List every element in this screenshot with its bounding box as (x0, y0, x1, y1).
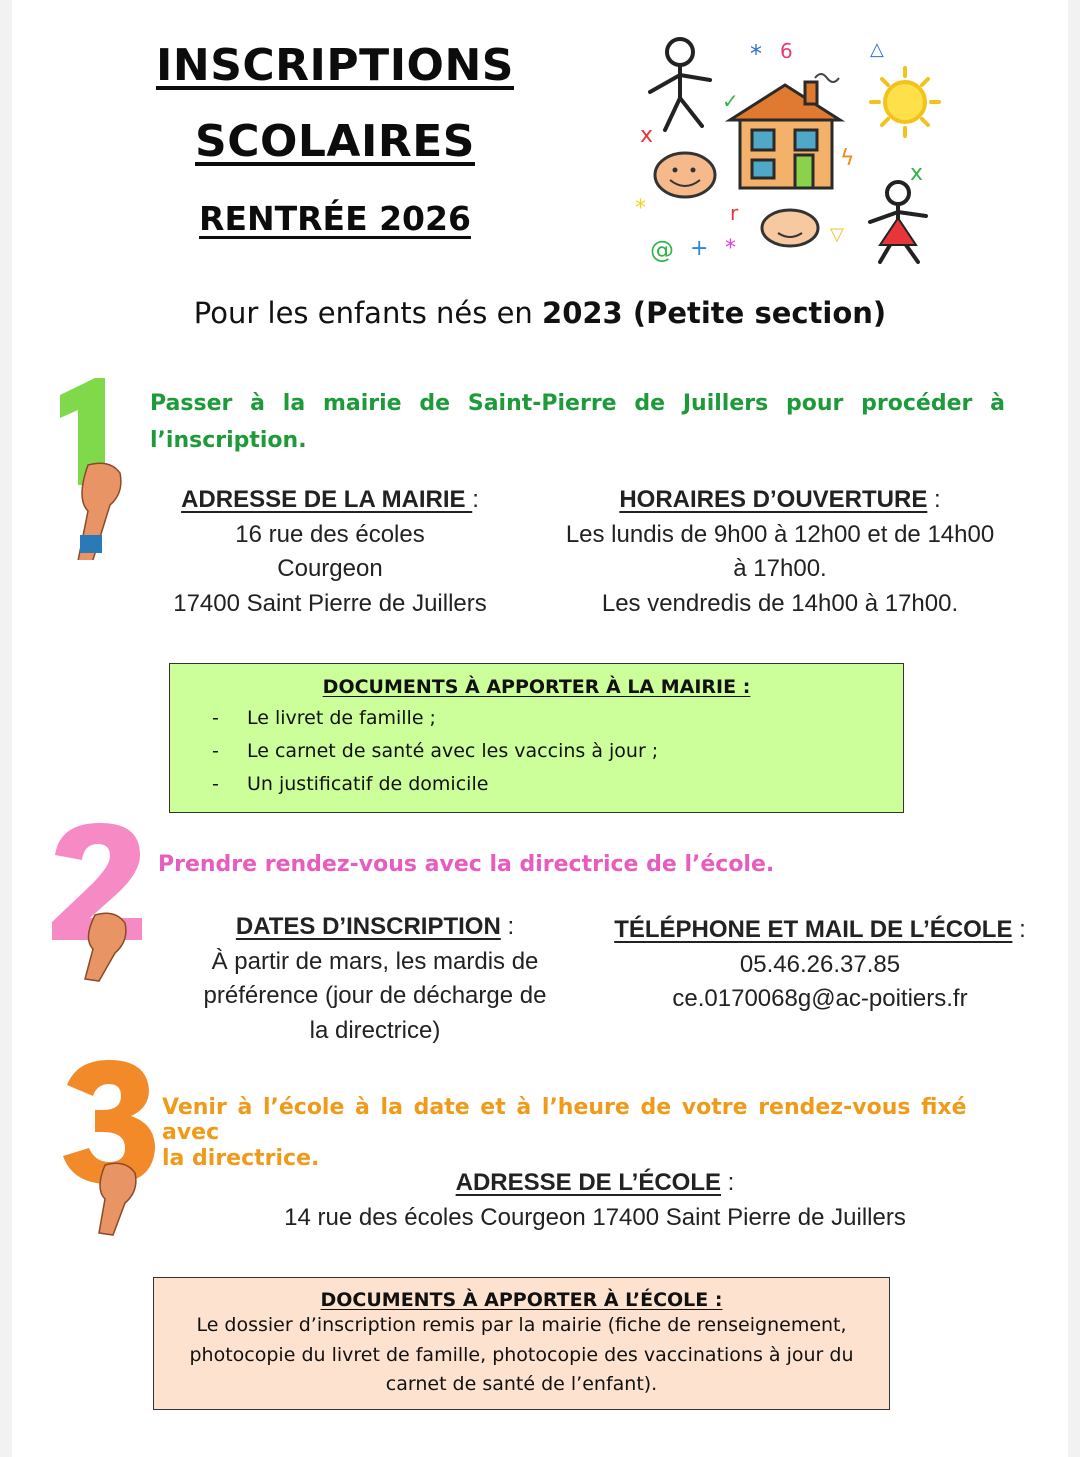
registration-dates-line: À partir de mars, les mardis de (211, 947, 539, 975)
opening-hours-line: Les vendredis de 14h00 à 17h00. (601, 589, 959, 617)
step3-instruction-line1: Venir à l’école à la date et à l’heure de votre rendez-vous fixé avec (162, 1095, 967, 1145)
number-one-icon (40, 370, 150, 560)
list-item: - Le carnet de santé avec les vaccins à jour ; (212, 740, 659, 762)
registration-dates-line: la directrice) (309, 1016, 441, 1044)
svg-text:@: @ (650, 236, 674, 264)
school-phone: 05.46.26.37.85 (739, 950, 901, 978)
number-two-icon (45, 815, 155, 990)
step3-instruction-line2: la directrice. (162, 1146, 320, 1171)
title-line-2: SCOLAIRES (195, 116, 475, 167)
svg-text:*: * (725, 236, 736, 261)
svg-text:*: * (635, 196, 646, 221)
svg-text:+: + (690, 236, 709, 261)
mairie-documents-title: DOCUMENTS À APPORTER À LA MAIRIE : (322, 676, 751, 698)
kids-drawing-illustration (630, 30, 950, 270)
registration-dates-line: préférence (jour de décharge de (203, 982, 547, 1009)
step1-instruction: Passer à la mairie de Saint-Pierre de Juillers pour procéder à l’inscription. (150, 391, 1005, 453)
school-contact-title: TÉLÉPHONE ET MAIL DE L’ÉCOLE (614, 916, 1013, 943)
mairie-address-line: 16 rue des écoles (235, 520, 425, 548)
school-documents-box (153, 1277, 890, 1410)
mairie-address-line: Courgeon (277, 555, 383, 582)
school-documents-line: Le dossier d’inscription remis par la mairie (fiche de renseignement, (196, 1314, 847, 1336)
svg-text:ϟ: ϟ (840, 146, 855, 171)
school-contact-block: TÉLÉPHONE ET MAIL DE L’ÉCOLE : 05.46.26.37.85 ce.0170068g@ac-poitiers.fr (600, 913, 1040, 1017)
school-documents-title: DOCUMENTS À APPORTER À L’ÉCOLE : (320, 1289, 723, 1311)
opening-hours-line: à 17h00. (733, 555, 827, 582)
opening-hours-line: Les lundis de 9h00 à 12h00 et de 14h00 (565, 520, 995, 548)
birth-year: 2023 (542, 296, 623, 330)
list-item: - Le livret de famille ; (212, 707, 436, 729)
registration-dates-block: DATES D’INSCRIPTION : À partir de mars, les mardis de préférence (jour de décharge de la directrice) (170, 910, 580, 1048)
list-item: - Un justificatif de domicile (212, 773, 489, 795)
school-address-block: ADRESSE DE L’ÉCOLE : 14 rue des écoles Courgeon 17400 Saint Pierre de Juillers (200, 1166, 990, 1235)
school-address: 14 rue des écoles Courgeon 17400 Saint Pierre de Juillers (284, 1203, 906, 1231)
school-documents-line: carnet de santé de l’enfant). (385, 1373, 658, 1395)
svg-text:x: x (910, 161, 924, 186)
registration-dates-title: DATES D’INSCRIPTION (235, 913, 501, 940)
mairie-address-block: ADRESSE DE LA MAIRIE : 16 rue des écoles Courgeon 17400 Saint Pierre de Juillers (140, 483, 520, 621)
svg-text:r: r (730, 201, 739, 225)
opening-hours-title: HORAIRES D’OUVERTURE (619, 486, 928, 513)
opening-hours-block: HORAIRES D’OUVERTURE : Les lundis de 9h00 à 12h00 et de 14h00 à 17h00. Les vendredis de 14h00 à 17h00. (545, 483, 1015, 621)
school-address-title: ADRESSE DE L’ÉCOLE (455, 1169, 722, 1196)
mairie-address-title: ADRESSE DE LA MAIRIE (181, 486, 473, 513)
target-children-subtitle: Pour les enfants nés en 2023 (Petite section) (193, 296, 887, 330)
mairie-address-line: 17400 Saint Pierre de Juillers (173, 589, 487, 617)
title-line-3: RENTRÉE 2026 (199, 199, 471, 238)
school-email: ce.0170068g@ac-poitiers.fr (672, 985, 968, 1012)
school-documents-line: photocopie du livret de famille, photocopie des vaccinations à jour du (189, 1343, 854, 1366)
title-line-1: INSCRIPTIONS (156, 40, 514, 91)
svg-text:△: △ (870, 39, 884, 60)
svg-text:*: * (750, 40, 762, 68)
number-three-icon (55, 1055, 165, 1240)
svg-text:6: 6 (780, 39, 793, 63)
svg-text:▽: ▽ (830, 224, 844, 245)
svg-text:x: x (640, 123, 654, 148)
step2-instruction: Prendre rendez-vous avec la directrice de l’école. (158, 852, 775, 877)
mairie-documents-box (169, 663, 904, 813)
svg-text:✓: ✓ (722, 89, 739, 113)
